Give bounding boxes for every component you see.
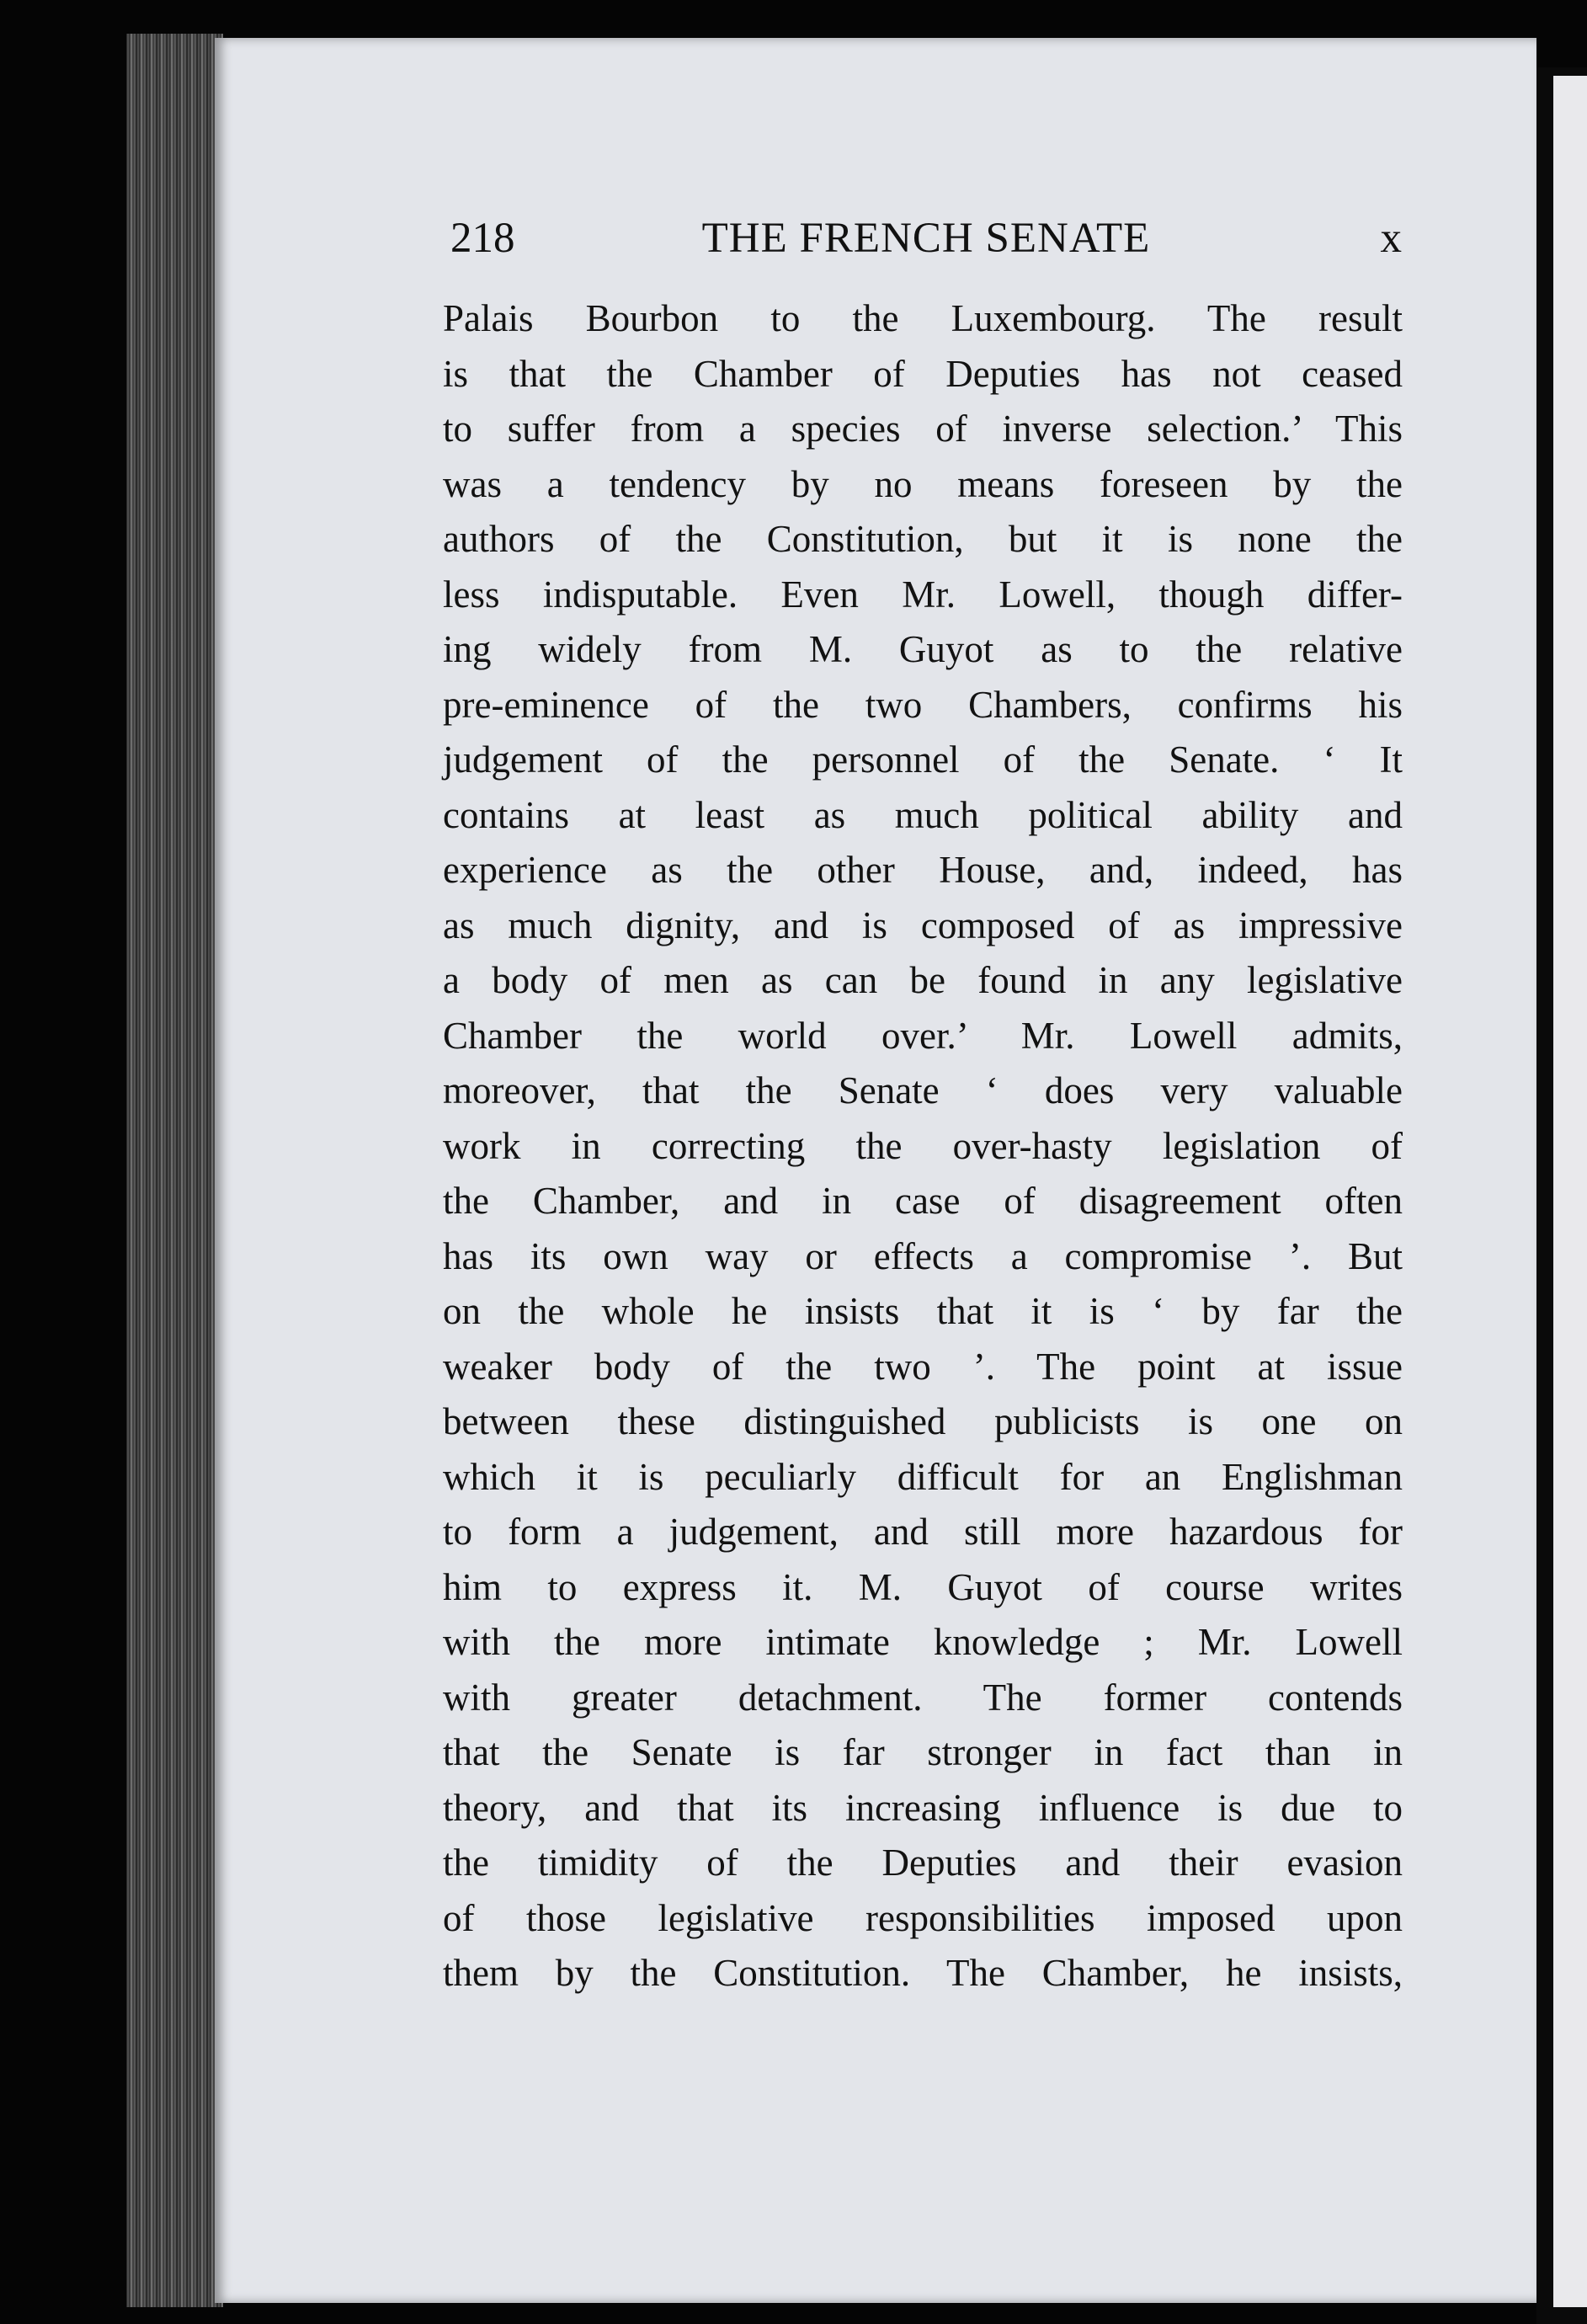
- facing-page-edge: [1553, 76, 1587, 2307]
- text-line: to form a judgement, and still more hazardous for: [443, 1511, 1403, 1553]
- text-line: him to express it. M. Guyot of course writes: [443, 1565, 1403, 1608]
- text-line: is that the Chamber of Deputies has not ceased: [443, 352, 1403, 395]
- text-line: with the more intimate knowledge ; Mr. Lowell: [443, 1621, 1403, 1663]
- text-line: ing widely from M. Guyot as to the relative: [443, 628, 1403, 670]
- text-line: contains at least as much political ability and: [443, 793, 1403, 836]
- text-line: a body of men as can be found in any legislative: [443, 959, 1403, 1001]
- text-line: weaker body of the two ’. The point at issue: [443, 1345, 1403, 1388]
- text-line: moreover, that the Senate ‘ does very valuable: [443, 1069, 1403, 1111]
- text-line: of those legislative responsibilities imposed upon: [443, 1896, 1403, 1939]
- running-header: [450, 211, 1402, 278]
- text-line: them by the Constitution. The Chamber, he insists,: [443, 1952, 1403, 1994]
- text-line: which it is peculiarly difficult for an Englishman: [443, 1455, 1403, 1498]
- page-number: 218: [450, 215, 515, 262]
- text-line: as much dignity, and is composed of as impressive: [443, 903, 1403, 946]
- text-line: the Chamber, and in case of disagreement often: [443, 1180, 1403, 1222]
- book-page-edges: [126, 34, 223, 2307]
- body-paragraph: [443, 291, 1403, 2002]
- text-line: authors of the Constitution, but it is none the: [443, 518, 1403, 560]
- text-line: pre-eminence of the two Chambers, confirms his: [443, 683, 1403, 726]
- text-line: judgement of the personnel of the Senate. ‘ It: [443, 738, 1403, 781]
- text-line: work in correcting the over-hasty legislation of: [443, 1124, 1403, 1167]
- text-line: has its own way or effects a compromise ’. But: [443, 1234, 1403, 1277]
- text-line: on the whole he insists that it is ‘ by far the: [443, 1290, 1403, 1332]
- text-line: between these distinguished publicists is one on: [443, 1400, 1403, 1442]
- text-line: the timidity of the Deputies and their evasion: [443, 1842, 1403, 1884]
- chapter-number: x: [1380, 215, 1402, 262]
- text-line: less indisputable. Even Mr. Lowell, though differ-: [443, 573, 1403, 616]
- text-line: Chamber the world over.’ Mr. Lowell admits,: [443, 1014, 1403, 1057]
- text-line: experience as the other House, and, indeed, has: [443, 849, 1403, 891]
- text-line: was a tendency by no means foreseen by the: [443, 462, 1403, 505]
- text-line: that the Senate is far stronger in fact than in: [443, 1731, 1403, 1773]
- text-line: theory, and that its increasing influence is due to: [443, 1786, 1403, 1829]
- text-line: to suffer from a species of inverse selection.’ This: [443, 408, 1403, 450]
- text-line: with greater detachment. The former contends: [443, 1676, 1403, 1719]
- text-line: Palais Bourbon to the Luxembourg. The result: [443, 297, 1403, 339]
- running-title: THE FRENCH SENATE: [701, 215, 1151, 262]
